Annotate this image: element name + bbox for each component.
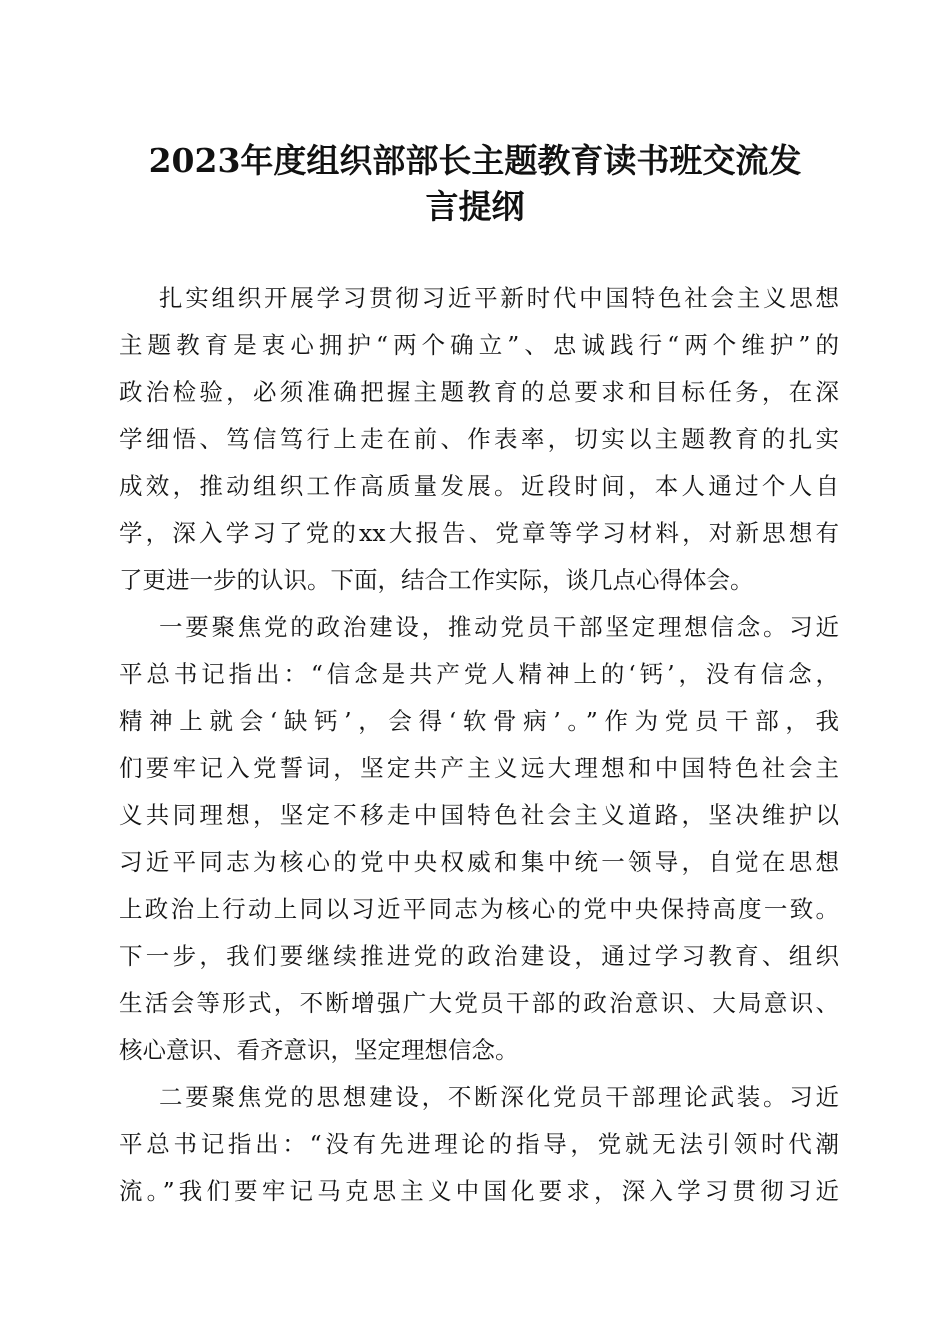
title-line-1: 2023年度组织部部长主题教育读书班交流发 [148, 141, 802, 180]
document-body [119, 275, 839, 1215]
text-line: 二要聚焦党的思想建设，不断深化党员干部理论武装。习近 [159, 1083, 839, 1111]
text-line: 义共同理想，坚定不移走中国特色社会主义道路，坚决维护以 [119, 801, 839, 829]
text-line: 生活会等形式，不断增强广大党员干部的政治意识、大局意识、 [119, 989, 839, 1017]
title-line-2: 言提纲 [425, 187, 525, 226]
text-line: 们要牢记入党誓词，坚定共产主义远大理想和中国特色社会主 [119, 754, 839, 782]
text-line: 习近平同志为核心的党中央权威和集中统一领导，自觉在思想 [119, 848, 839, 876]
text-line: 成效，推动组织工作高质量发展。近段时间，本人通过个人自 [119, 472, 839, 500]
text-line: 下一步，我们要继续推进党的政治建设，通过学习教育、组织 [119, 942, 839, 970]
text-line: 学细悟、笃信笃行上走在前、作表率，切实以主题教育的扎实 [119, 425, 839, 453]
text-line: 平总书记指出：“信念是共产党人精神上的‘钙’，没有信念， [119, 660, 839, 688]
text-line: 主题教育是衷心拥护“两个确立”、忠诚践行“两个维护”的 [119, 331, 839, 359]
text-line: 政治检验，必须准确把握主题教育的总要求和目标任务，在深 [119, 378, 839, 406]
page-title [120, 138, 830, 230]
text-line: 了更进一步的认识。下面，结合工作实际，谈几点心得体会。 [119, 566, 754, 594]
text-line: 上政治上行动上同以习近平同志为核心的党中央保持高度一致。 [119, 895, 839, 923]
text-line: 核心意识、看齐意识，坚定理想信念。 [119, 1036, 519, 1064]
text-line: 流。”我们要牢记马克思主义中国化要求，深入学习贯彻习近 [119, 1177, 839, 1205]
text-line: 扎实组织开展学习贯彻习近平新时代中国特色社会主义思想 [159, 284, 839, 312]
text-line: 学，深入学习了党的xx大报告、党章等学习材料，对新思想有 [119, 519, 839, 547]
text-line: 精神上就会‘缺钙’，会得‘软骨病’。”作为党员干部，我 [119, 707, 839, 735]
text-line: 平总书记指出：“没有先进理论的指导，党就无法引领时代潮 [119, 1130, 839, 1158]
text-line: 一要聚焦党的政治建设，推动党员干部坚定理想信念。习近 [159, 613, 839, 641]
